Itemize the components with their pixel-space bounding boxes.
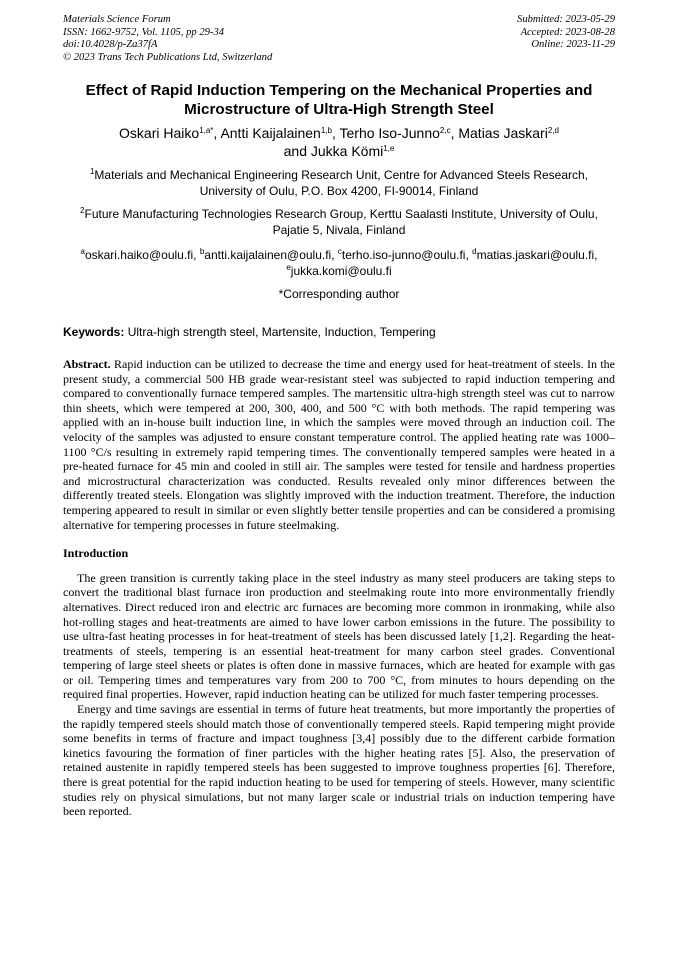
author-line-2 — [63, 143, 615, 161]
abstract-label: Abstract. — [63, 357, 111, 371]
keywords — [63, 325, 615, 341]
title-line-2: Microstructure of Ultra-High Strength Steel — [184, 100, 494, 118]
journal-page — [63, 14, 615, 819]
author-emails — [63, 248, 615, 279]
affiliation-line — [63, 168, 615, 184]
author-name: Oskari Haiko — [119, 125, 200, 141]
author-name: Antti Kaijalainen — [220, 125, 321, 141]
article-dates — [517, 14, 615, 52]
email-link[interactable]: antti.kaijalainen@oulu.fi, — [204, 248, 338, 262]
email-mark: a — [80, 247, 85, 256]
journal-name: Materials Science Forum — [63, 14, 171, 25]
email-link[interactable]: oskari.haiko@oulu.fi, — [84, 248, 200, 262]
author-line-1 — [63, 125, 615, 143]
author-affiliation-mark: 1,a* — [199, 126, 214, 135]
author-affiliation-mark: 2,c — [439, 126, 451, 135]
affiliation-mark: 2 — [80, 206, 85, 215]
author-list — [63, 125, 615, 160]
affiliation-text: Future Manufacturing Technologies Research Group, Kerttu Saalasti Institute, University of Oulu, — [84, 207, 598, 221]
email-line-1 — [63, 248, 615, 264]
keywords-text: Ultra-high strength steel, Martensite, Induction, Tempering — [124, 324, 436, 339]
affiliation-text: Materials and Mechanical Engineering Research Unit, Centre for Advanced Steels Research, — [94, 168, 589, 182]
email-mark: d — [472, 247, 477, 256]
author-affiliation-mark: 2,d — [547, 126, 559, 135]
author-name: Terho Iso-Junno — [339, 125, 440, 141]
submitted-date: Submitted: 2023-05-29 — [517, 14, 615, 25]
abstract — [63, 357, 615, 532]
copyright-notice: © 2023 Trans Tech Publications Ltd, Switzerland — [63, 51, 273, 63]
author-separator: , — [450, 125, 459, 141]
author-separator: , — [331, 125, 340, 141]
journal-issn: ISSN: 1662-9752, Vol. 1105, pp 29-34 — [63, 26, 225, 38]
article-doi: doi:10.4028/p-Za37fA — [63, 39, 158, 51]
email-link[interactable]: matias.jaskari@oulu.fi, — [476, 248, 598, 262]
journal-info — [63, 14, 272, 64]
email-mark: e — [286, 262, 291, 272]
affiliation-line: Pajatie 5, Nivala, Finland — [272, 222, 406, 237]
author-affiliation-mark: 1,b — [320, 126, 332, 135]
author-conjunction: and — [283, 142, 311, 159]
affiliation-1 — [63, 168, 615, 199]
corresponding-author-note: *Corresponding author — [278, 287, 400, 301]
title-line-1: Effect of Rapid Induction Tempering on the Mechanical Properties and — [85, 82, 593, 99]
introduction-paragraph-1: The green transition is currently taking place in the steel industry as many steel producers are taking steps to convert the traditional blast furnace iron production and steelmaking route into more environmentally friendly alternatives. Direct reduced iron and electric arc furnaces are becoming more common in ironmaking, while also hot-rolling stages and heat-treatments are aimed to have lower carbon emissions in the future. The possibility to use ultra-fast heating processes in for heat-treatment of steels has been discussed lately [1,2]. Regarding the heat-treatments of steels, tempering is an essential heat-treatment for many carbon steel grades. Conventional tempering of large steel sheets or plates is often done in massive furnaces, which are heated for example with gas or oil. Tempering times and temperatures vary from 200 to 700 °C, from minutes to hours depending on the required final properties. However, rapid induction heating can be utilized for much faster tempering processes. — [63, 570, 615, 702]
affiliation-mark: 1 — [89, 167, 95, 176]
section-heading-introduction: Introduction — [63, 546, 129, 561]
affiliation-2 — [63, 207, 615, 238]
introduction-paragraph-2: Energy and time savings are essential in terms of future heat treatments, but more importantly the properties of the rapidly tempered steels should match those of conventionally tempered steels. Rapid tempering might provide some benefits in terms of fracture and impact toughness [3,4] possibly due to the different carbide formation kinetics favouring the formation of finer particles with the higher heating rates [5]. Also, the preservation of retained austenite in rapidly tempered steels has been suggested to improve toughness properties [6]. Therefore, there is great potential for the rapid induction heating to be used for tempering of steels. However, many scientific studies rely on physical simulations, but not many larger scale or industrial trials on induction tempering have been reported. — [63, 702, 615, 819]
author-separator: , — [213, 125, 221, 141]
author-name: Jukka Kömi — [310, 142, 384, 159]
publication-header — [63, 14, 615, 64]
paper-title — [63, 82, 615, 119]
email-link[interactable]: terho.iso-junno@oulu.fi, — [341, 248, 473, 262]
email-line-2 — [63, 264, 615, 280]
email-mark: c — [337, 247, 342, 256]
keywords-label: Keywords: — [63, 324, 125, 339]
author-affiliation-mark: 1,e — [383, 143, 395, 153]
affiliation-line — [63, 207, 615, 223]
online-date: Online: 2023-11-29 — [531, 39, 615, 51]
abstract-text: Rapid induction can be utilized to decrease the time and energy used for heat-treatment of steels. In the present study, a commercial 500 HB grade wear-resistant steel was subjected to rapid induction tempering and compared to conventionally furnace tempered samples. The martensitic ultra-high strength steel was cut to narrow thin sheets, which were tempered at 200, 300, 400, and 500 °C with both methods. The rapid tempering was applied with an in-house built induction line, in which the samples were moved through an induction coil. The velocity of the samples was adjusted to ensure constant temperature control. The applied heating rate was 1000–1100 °C/s resulting in extremely rapid tempering times. The conventionally tempered samples were heated in a pre-heated furnace for 45 min and cooled in still air. The samples were tested for tensile and hardness properties and microstructural characterization was conducted. Results revealed only minor differences between the differently treated steels. Elongation was slightly improved with the induction treatment. Therefore, the induction tempering appeared to result in similar or even slightly better tensile properties and can be considered a promising alternative for tempering processes in future steelmaking. — [63, 357, 615, 532]
author-name: Matias Jaskari — [458, 125, 548, 141]
accepted-date: Accepted: 2023-08-28 — [520, 26, 615, 38]
email-link[interactable]: jukka.komi@oulu.fi — [290, 263, 392, 278]
affiliation-line: University of Oulu, P.O. Box 4200, FI-90014, Finland — [199, 183, 479, 198]
email-mark: b — [199, 247, 205, 256]
